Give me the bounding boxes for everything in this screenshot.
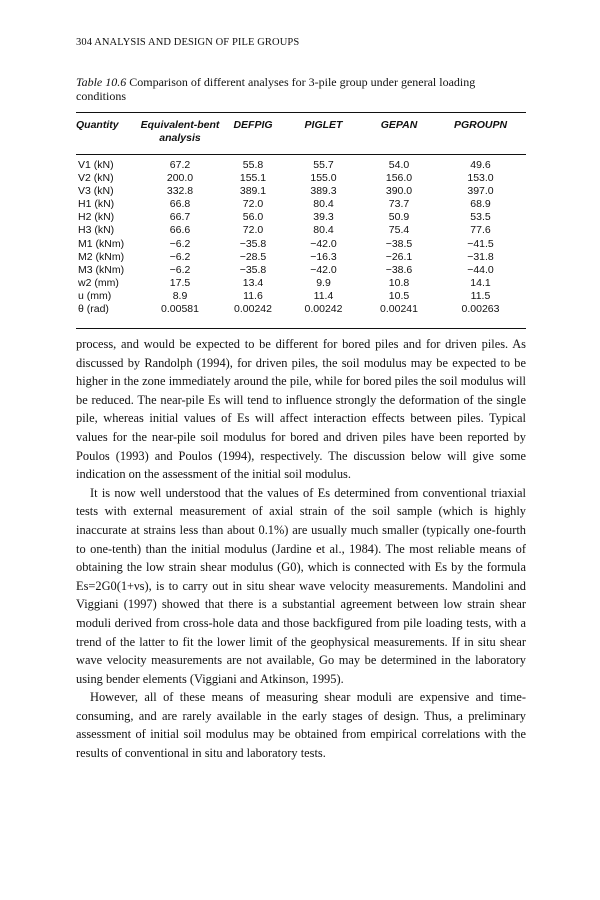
table-cell: −6.2 (169, 250, 191, 263)
table-row (76, 238, 526, 251)
table-cell: 66.7 (169, 211, 191, 224)
table-row (76, 211, 526, 224)
table-cell: 68.9 (470, 198, 491, 211)
table-cell: 77.6 (470, 224, 491, 237)
column-header: GEPAN (380, 119, 418, 131)
row-label: V1 (kN) (78, 159, 114, 171)
table-cell: 0.00241 (380, 303, 418, 316)
body-text (76, 335, 526, 763)
table-cell: −16.3 (310, 250, 337, 263)
table-cell: 0.00263 (461, 303, 500, 316)
row-label: H2 (kN) (78, 211, 115, 224)
table-cell: 397.0 (467, 185, 494, 198)
table-cell: 14.1 (470, 276, 491, 289)
table-cell: 73.7 (388, 198, 410, 211)
table-cell: −28.5 (239, 250, 267, 263)
table-header-rule (76, 154, 526, 155)
table-cell: 390.0 (385, 185, 413, 198)
row-label: M2 (kNm) (78, 250, 125, 263)
table-cell: 80.4 (313, 224, 334, 237)
table-cell: 56.0 (242, 211, 264, 224)
table-cell: −41.5 (467, 237, 494, 250)
table-header (76, 119, 526, 145)
table-cell: 11.4 (313, 289, 334, 302)
table-cell: −35.8 (239, 263, 267, 276)
table-cell: 156.0 (385, 172, 413, 185)
table-cell: 9.9 (316, 276, 331, 289)
table-cell: 155.0 (310, 172, 337, 185)
table-bottom-rule (76, 328, 526, 329)
table-row (76, 277, 526, 290)
table-row (76, 198, 526, 211)
paragraph: process, and would be expected to be different for bored piles and for driven piles. As discussed by Randolph (1994), for driven piles, the soil modulus may be expected to be higher in the zone immediately around the pile, while for bored piles the soil modulus will be reduced. The near-pile Es will tend to influence strongly the deformation of the single pile, whereas initial values of Es will affect interaction effects between piles. Typical values for the near-pile soil modulus for bored and driven piles have been reported by Poulos (1993) and Poulos (1994), respectively. The discussion below will give some indication on the assessment of the initial soil modulus. (76, 337, 526, 482)
table-caption (76, 75, 525, 103)
row-label: H3 (kN) (78, 224, 115, 237)
table-cell: 0.00242 (234, 303, 272, 316)
table-cell: −26.1 (385, 250, 413, 263)
table-cell: −31.8 (467, 250, 494, 263)
table-cell: −44.0 (467, 263, 494, 276)
table-cell: −42.0 (310, 263, 337, 276)
table-cell: −42.0 (310, 237, 337, 250)
table-row (76, 303, 526, 316)
table-cell: 39.3 (313, 211, 334, 224)
table-cell: 72.0 (242, 198, 264, 211)
row-label: H1 (kN) (78, 198, 115, 211)
table-cell: 389.3 (310, 185, 337, 198)
comparison-table (76, 159, 526, 316)
table-cell: 67.2 (169, 159, 191, 171)
paragraph: It is now well understood that the values of Es determined from conventional triaxial tests with external measurement of axial strain of the soil sample (which is highly inaccurate at strains less than about 0.1%) are usually much smaller (typically one-fourth to one-tenth) than the initial modulus (Jardine et al., 1984). The most reliable means of obtaining the low strain shear modulus (G0), which is connected with Es by the formula Es=2G0(1+νs), is to carry out in situ shear wave velocity measurements. Mandolini and Viggiani (1997) showed that there is a substantial agreement between low strain shear moduli derived from cross-hole data and those backfigured from pile loading tests, with a trend of the latter to fit the lower limit of the geophysical measurements. If in situ shear wave velocity measurements are not available, Go may be determined in the laboratory using bender elements (Viggiani and Atkinson, 1995). (76, 485, 526, 686)
table-cell: −6.2 (169, 237, 191, 250)
table-row (76, 290, 526, 303)
column-header: DEFPIG (233, 119, 273, 131)
table-cell: 389.1 (239, 185, 267, 198)
row-label: M1 (kNm) (78, 237, 125, 250)
table-cell: −35.8 (239, 237, 267, 250)
table-cell: 80.4 (313, 198, 334, 211)
table-cell: 13.4 (242, 276, 264, 289)
row-label: u (mm) (78, 289, 112, 302)
table-cell: 11.5 (470, 289, 491, 302)
table-row (76, 251, 526, 264)
table-cell: 8.9 (172, 289, 188, 302)
row-label: V3 (kN) (78, 185, 114, 198)
row-label: θ (rad) (78, 303, 109, 316)
table-cell: 10.5 (388, 289, 410, 302)
table-cell: −6.2 (169, 263, 191, 276)
table-cell: 153.0 (467, 172, 494, 185)
table-cell: 10.8 (388, 276, 410, 289)
table-cell: 55.8 (242, 159, 264, 171)
running-header: 304 ANALYSIS AND DESIGN OF PILE GROUPS (76, 37, 300, 48)
column-header: Equivalent-bent analysis (140, 119, 220, 144)
paragraph: However, all of these means of measuring shear moduli are expensive and time-consuming, and are rarely available in the early stages of design. Thus, a preliminary assessment of initial soil modulus may be obtained from empirical correlations with the results of conventional in situ and laboratory tests. (76, 690, 526, 761)
table-cell: 53.5 (470, 211, 491, 224)
table-cell: 50.9 (388, 211, 410, 224)
table-row (76, 172, 526, 185)
table-row (76, 185, 526, 198)
table-caption-label: Table 10.6 (76, 75, 127, 89)
table-cell: 0.00581 (161, 303, 199, 316)
column-header: Quantity (76, 119, 119, 131)
table-cell: 11.6 (243, 289, 263, 302)
row-label: w2 (mm) (78, 276, 119, 289)
table-cell: −38.5 (385, 237, 413, 250)
table-row (76, 264, 526, 277)
table-cell: 66.6 (169, 224, 191, 237)
table-cell: 72.0 (242, 224, 264, 237)
table-top-rule (76, 112, 526, 113)
column-header: PIGLET (304, 119, 343, 131)
table-row (76, 159, 526, 172)
table-cell: 75.4 (388, 224, 410, 237)
table-cell: 54.0 (388, 159, 410, 171)
row-label: V2 (kN) (78, 172, 114, 185)
table-cell: 0.00242 (304, 303, 343, 316)
table-cell: 200.0 (166, 172, 194, 185)
table-cell: 49.6 (470, 159, 491, 171)
table-cell: 155.1 (239, 172, 267, 185)
column-header: PGROUPN (453, 119, 508, 131)
table-cell: 17.5 (169, 276, 191, 289)
table-caption-text: Comparison of different analyses for 3-pile group under general loading conditions (76, 75, 476, 103)
table-cell: 332.8 (166, 185, 194, 198)
table-cell: 66.8 (169, 198, 191, 211)
row-label: M3 (kNm) (78, 263, 125, 276)
table-row (76, 224, 526, 237)
table-cell: −38.6 (385, 263, 413, 276)
table-cell: 55.7 (313, 159, 334, 171)
